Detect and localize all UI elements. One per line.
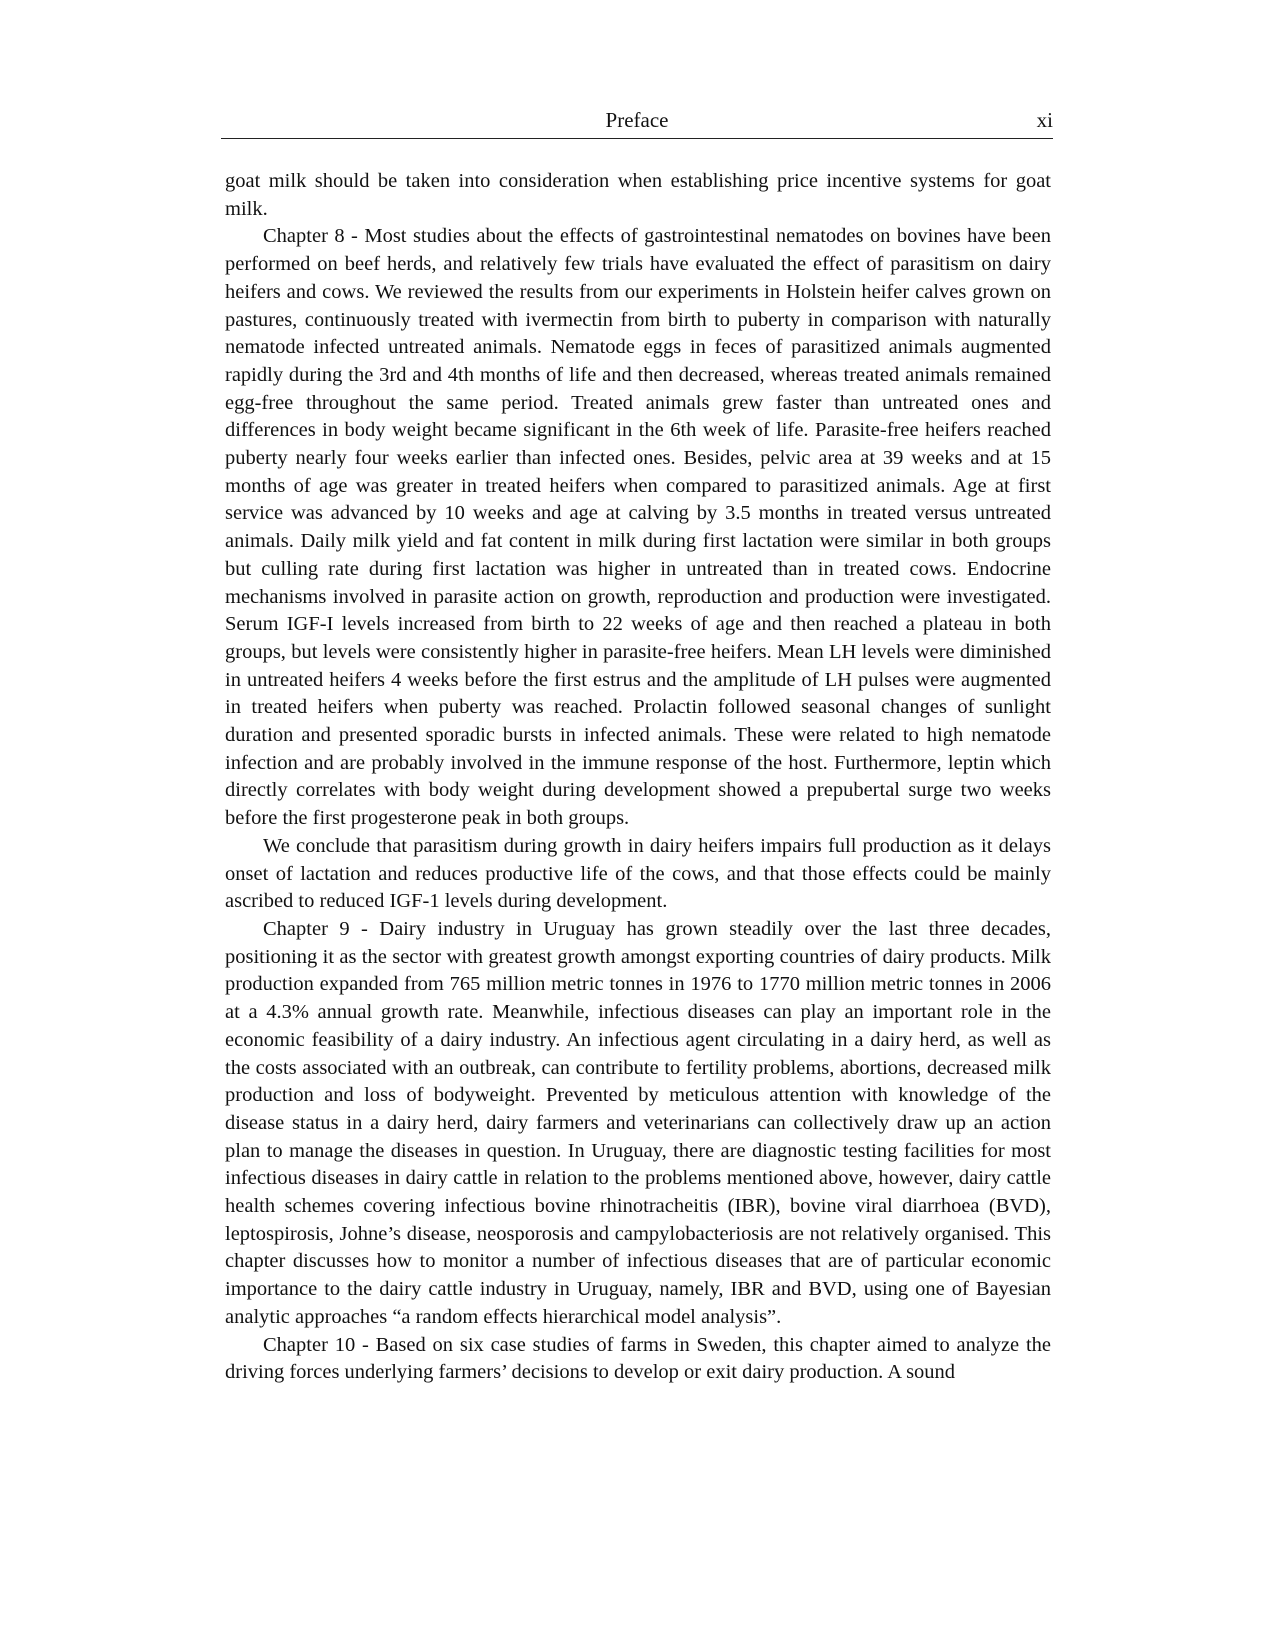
body-text [225,168,1051,1387]
running-header [221,108,1053,139]
paragraph-conclusion: We conclude that parasitism during growth in dairy heifers impairs full production as it delays onset of lactation and reduces productive life of the cows, and that those effects could be mainly ascribed to reduced IGF-1 levels during development. [225,834,1051,913]
paragraph-chapter-8: Chapter 8 - Most studies about the effects of gastrointestinal nematodes on bovines have been performed on beef herds, and relatively few trials have evaluated the effect of parasitism on dairy heifers and cows. We reviewed the results from our experiments in Holstein heifer calves grown on pastures, continuously treated with ivermectin from birth to puberty in comparison with naturally nematode infected untreated animals. Nematode eggs in feces of parasitized animals augmented rapidly during the 3rd and 4th months of life and then decreased, whereas treated animals remained egg-free throughout the same period. Treated animals grew faster than untreated ones and differences in body weight became significant in the 6th week of life. Parasite-free heifers reached puberty nearly four weeks earlier than infected ones. Besides, pelvic area at 39 weeks and at 15 months of age was greater in treated heifers when compared to parasitized animals. Age at first service was advanced by 10 weeks and age at calving by 3.5 months in treated versus untreated animals. Daily milk yield and fat content in milk during first lactation were similar in both groups but culling rate during first lactation was higher in untreated than in treated cows. Endocrine mechanisms involved in parasite action on growth, reproduction and production were investigated. Serum IGF-I levels increased from birth to 22 weeks of age and then reached a plateau in both groups, but levels were consistently higher in parasite-free heifers. Mean LH levels were diminished in untreated heifers 4 weeks before the first estrus and the amplitude of LH pulses were augmented in treated heifers when puberty was reached. Prolactin followed seasonal changes of sunlight duration and presented sporadic bursts in infected animals. These were related to high nematode infection and are probably involved in the immune response of the host. Furthermore, leptin which directly correlates with body weight during development showed a prepubertal surge two weeks before the first progesterone peak in both groups. [225,225,1051,830]
paragraph-chapter-10: Chapter 10 - Based on six case studies of farms in Sweden, this chapter aimed to analyze the driving forces underlying farmers’ decisions to develop or exit dairy production. A sound [225,1333,1051,1384]
paragraph-chapter-9: Chapter 9 - Dairy industry in Uruguay has grown steadily over the last three decades, positioning it as the sector with greatest growth amongst exporting countries of dairy products. Milk production expanded from 765 million metric tonnes in 1976 to 1770 million metric tonnes in 2006 at a 4.3% annual growth rate. Meanwhile, infectious diseases can play an important role in the economic feasibility of a dairy industry. An infectious agent circulating in a dairy herd, as well as the costs associated with an outbreak, can contribute to fertility problems, abortions, decreased milk production and loss of bodyweight. Prevented by meticulous attention with knowledge of the disease status in a dairy herd, dairy farmers and veterinarians can collectively draw up an action plan to manage the diseases in question. In Uruguay, there are diagnostic testing facilities for most infectious diseases in dairy cattle in relation to the problems mentioned above, however, dairy cattle health schemes covering infectious bovine rhinotracheitis (IBR), bovine viral diarrhoea (BVD), leptospirosis, Johne’s disease, neosporosis and campylobacteriosis are not relatively organised. This chapter discusses how to monitor a number of infectious diseases that are of particular economic importance to the dairy cattle industry in Uruguay, namely, IBR and BVD, using one of Bayesian analytic approaches “a random effects hierarchical model analysis”. [225,917,1051,1328]
page-number: xi [1036,108,1053,132]
paragraph-continuation: goat milk should be taken into consideration when establishing price incentive systems for goat milk. [225,170,1051,220]
running-title: Preface [605,108,669,132]
